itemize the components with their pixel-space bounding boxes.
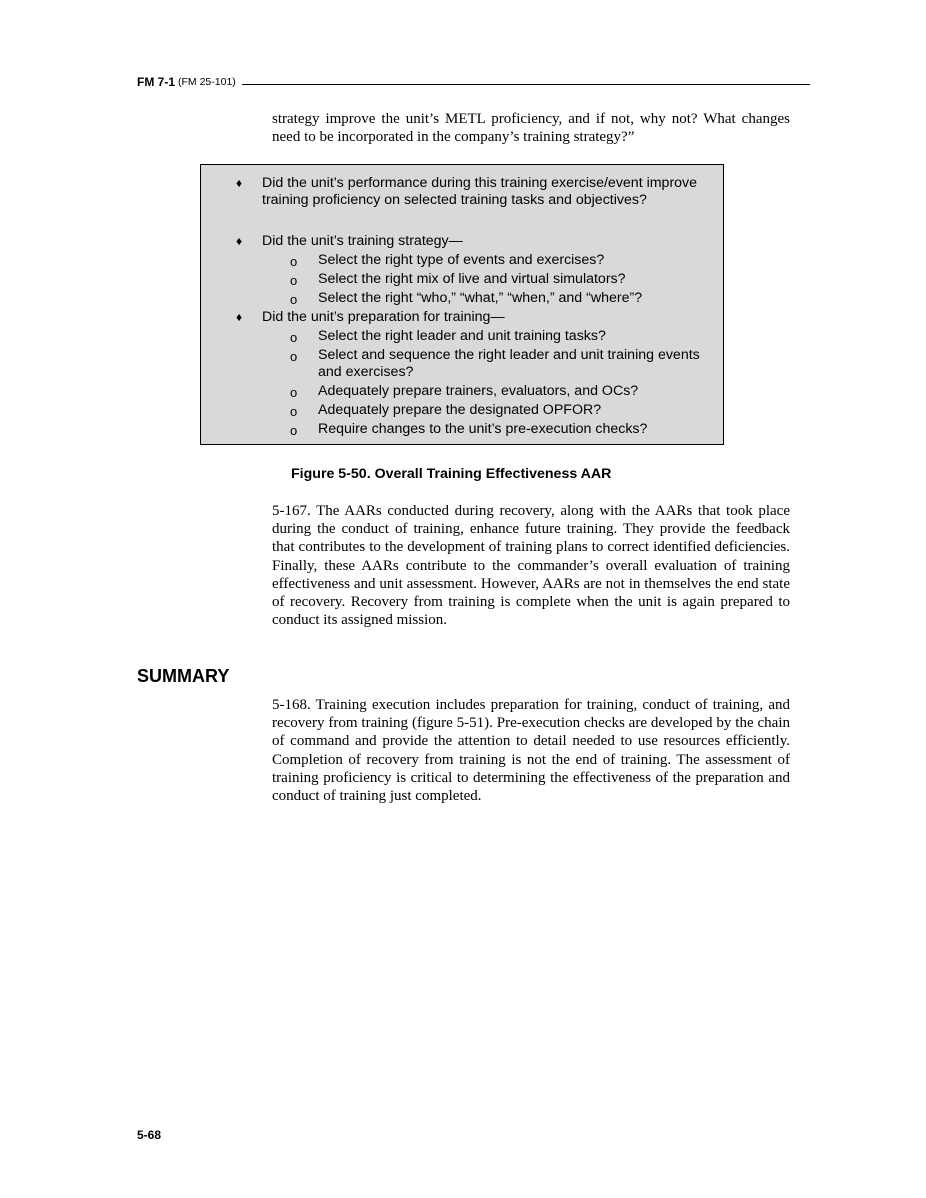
circle-bullet-icon: o — [290, 349, 298, 364]
circle-bullet-icon: o — [290, 254, 298, 269]
circle-bullet-icon: o — [290, 423, 298, 438]
sub-bullet-item — [290, 252, 708, 269]
paragraph-5-168: 5-168. Training execution includes preparation for training, conduct of training, and recovery from training (figure 5-51). Pre-execution checks are developed by the chain of command and provide the attention to detail needed to use resources efficiently. Completion of recovery from training is not the end of training. The assessment of training proficiency is critical to determining the effectiveness of the preparation and conduct of training just completed. — [272, 697, 790, 805]
sub-bullet-text: Select and sequence the right leader and unit training events and exercises? — [318, 347, 700, 381]
sub-bullet-text: Adequately prepare trainers, evaluators, and OCs? — [318, 383, 639, 399]
bullet-text: Did the unit’s training strategy— — [262, 233, 463, 249]
bullet-text: Did the unit’s performance during this training exercise/event improve training proficiency on selected training tasks and objectives? — [262, 175, 698, 209]
bullet-text: Did the unit’s preparation for training— — [262, 309, 505, 325]
sub-bullet-item — [290, 328, 708, 345]
circle-bullet-icon: o — [290, 292, 298, 307]
diamond-bullet-icon: ♦ — [236, 310, 243, 324]
page-number: 5-68 — [137, 1128, 162, 1142]
header-doc-id: FM 7-1 — [137, 75, 176, 89]
diamond-bullet-icon: ♦ — [236, 176, 243, 190]
figure-5-50-box — [200, 164, 724, 445]
sub-bullet-item — [290, 290, 708, 307]
sub-bullet-text: Select the right type of events and exercises? — [318, 252, 605, 268]
header-doc-sub: (FM 25-101) — [178, 76, 236, 88]
summary-heading: SUMMARY — [137, 666, 230, 686]
paragraph-5-167: 5-167. The AARs conducted during recovery, along with the AARs that took place during the conduct of training, enhance future training. They provide the feedback that contributes to the development of training plans to correct identified deficiencies. Finally, these AARs contribute to the commander’s overall evaluation of training effectiveness and unit assessment. However, AARs are not in themselves the end state of recovery. Recovery from training is complete when the unit is again prepared to conduct its assigned mission. — [272, 503, 790, 629]
bullet-item — [236, 233, 702, 250]
sub-bullet-text: Require changes to the unit’s pre-execution checks? — [318, 421, 648, 437]
circle-bullet-icon: o — [290, 330, 298, 345]
sub-bullet-text: Select the right leader and unit training tasks? — [318, 328, 606, 344]
figure-caption: Figure 5-50. Overall Training Effectiveness AAR — [291, 466, 612, 482]
diamond-bullet-icon: ♦ — [236, 234, 243, 248]
circle-bullet-icon: o — [290, 385, 298, 400]
circle-bullet-icon: o — [290, 273, 298, 288]
sub-bullet-text: Select the right “who,” “what,” “when,” and “where”? — [318, 290, 643, 306]
sub-bullet-item — [290, 421, 708, 438]
circle-bullet-icon: o — [290, 404, 298, 419]
sub-bullet-item — [290, 271, 708, 288]
sub-bullet-text: Adequately prepare the designated OPFOR? — [318, 402, 602, 418]
bullet-item — [236, 309, 702, 326]
running-header — [137, 74, 810, 90]
header-rule — [242, 84, 810, 85]
sub-bullet-text: Select the right mix of live and virtual simulators? — [318, 271, 626, 287]
sub-bullet-item — [290, 383, 708, 400]
sub-bullet-item — [290, 402, 708, 419]
bullet-item — [236, 175, 702, 209]
sub-bullet-item — [290, 347, 708, 381]
intro-paragraph: strategy improve the unit’s METL proficiency, and if not, why not? What changes need to be incorporated in the company’s training strategy?” — [272, 111, 790, 146]
